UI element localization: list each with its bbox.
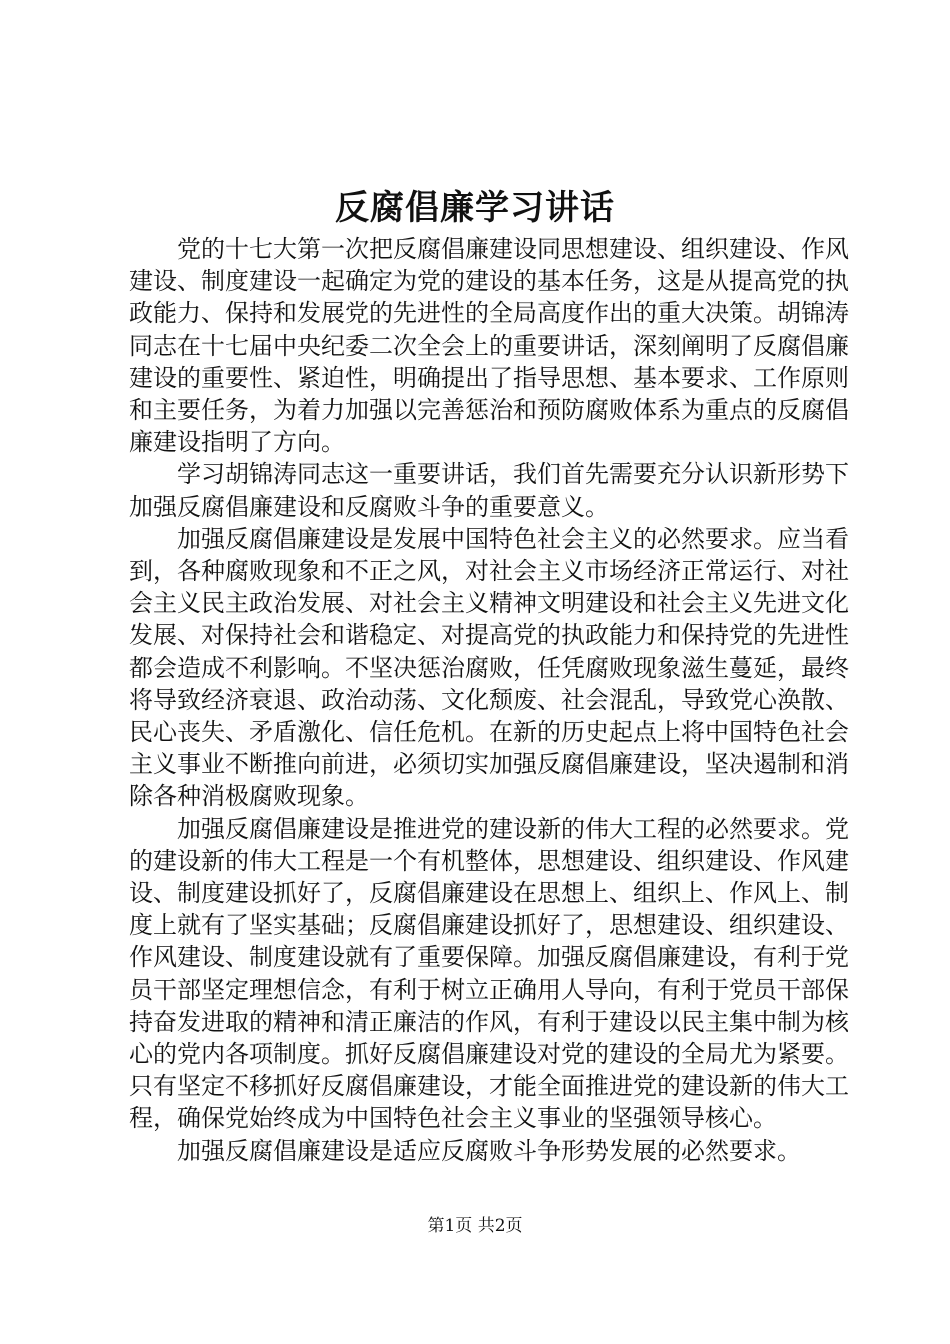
paragraph: 加强反腐倡廉建设是适应反腐败斗争形势发展的必然要求。 (177, 1136, 801, 1165)
page-number-footer: 第1页 共2页 (427, 1216, 523, 1236)
document-title: 反腐倡廉学习讲话 (335, 188, 615, 228)
paragraph: 加强反腐倡廉建设是推进党的建设新的伟大工程的必然要求。党的建设新的伟大工程是一个有机整体，思想建设、组织建设、作风建设、制度建设抓好了，反腐倡廉建设在思想上、组织上、作风上、制度上就有了坚实基础；反腐倡廉建设抓好了，思想建设、组织建设、作风建设、制度建设就有了重要保障。加强反腐倡廉建设，有利于党员干部坚定理想信念，有利于树立正确用人导向，有利于党员干部保持奋发进取的精神和清正廉洁的作风，有利于建设以民主集中制为核心的党内各项制度。抓好反腐倡廉建设对党的建设的全局尤为紧要。只有坚定不移抓好反腐倡廉建设，才能全面推进党的建设新的伟大工程，确保党始终成为中国特色社会主义事业的坚强领导核心。 (129, 814, 849, 1133)
document-body (129, 233, 849, 1167)
paragraph: 加强反腐倡廉建设是发展中国特色社会主义的必然要求。应当看到，各种腐败现象和不正之风，对社会主义市场经济正常运行、对社会主义民主政治发展、对社会主义精神文明建设和社会主义先进文化发展、对保持社会和谐稳定、对提高党的执政能力和保持党的先进性都会造成不利影响。不坚决惩治腐败，任凭腐败现象滋生蔓延，最终将导致经济衰退、政治动荡、文化颓废、社会混乱，导致党心涣散、民心丧失、矛盾激化、信任危机。在新的历史起点上将中国特色社会主义事业不断推向前进，必须切实加强反腐倡廉建设，坚决遏制和消除各种消极腐败现象。 (129, 524, 849, 811)
paragraph: 学习胡锦涛同志这一重要讲话，我们首先需要充分认识新形势下加强反腐倡廉建设和反腐败斗争的重要意义。 (129, 460, 849, 521)
paragraph: 党的十七大第一次把反腐倡廉建设同思想建设、组织建设、作风建设、制度建设一起确定为党的建设的基本任务，这是从提高党的执政能力、保持和发展党的先进性的全局高度作出的重大决策。胡锦涛同志在十七届中央纪委二次全会上的重要讲话，深刻阐明了反腐倡廉建设的重要性、紧迫性，明确提出了指导思想、基本要求、工作原则和主要任务，为着力加强以完善惩治和预防腐败体系为重点的反腐倡廉建设指明了方向。 (129, 235, 849, 457)
